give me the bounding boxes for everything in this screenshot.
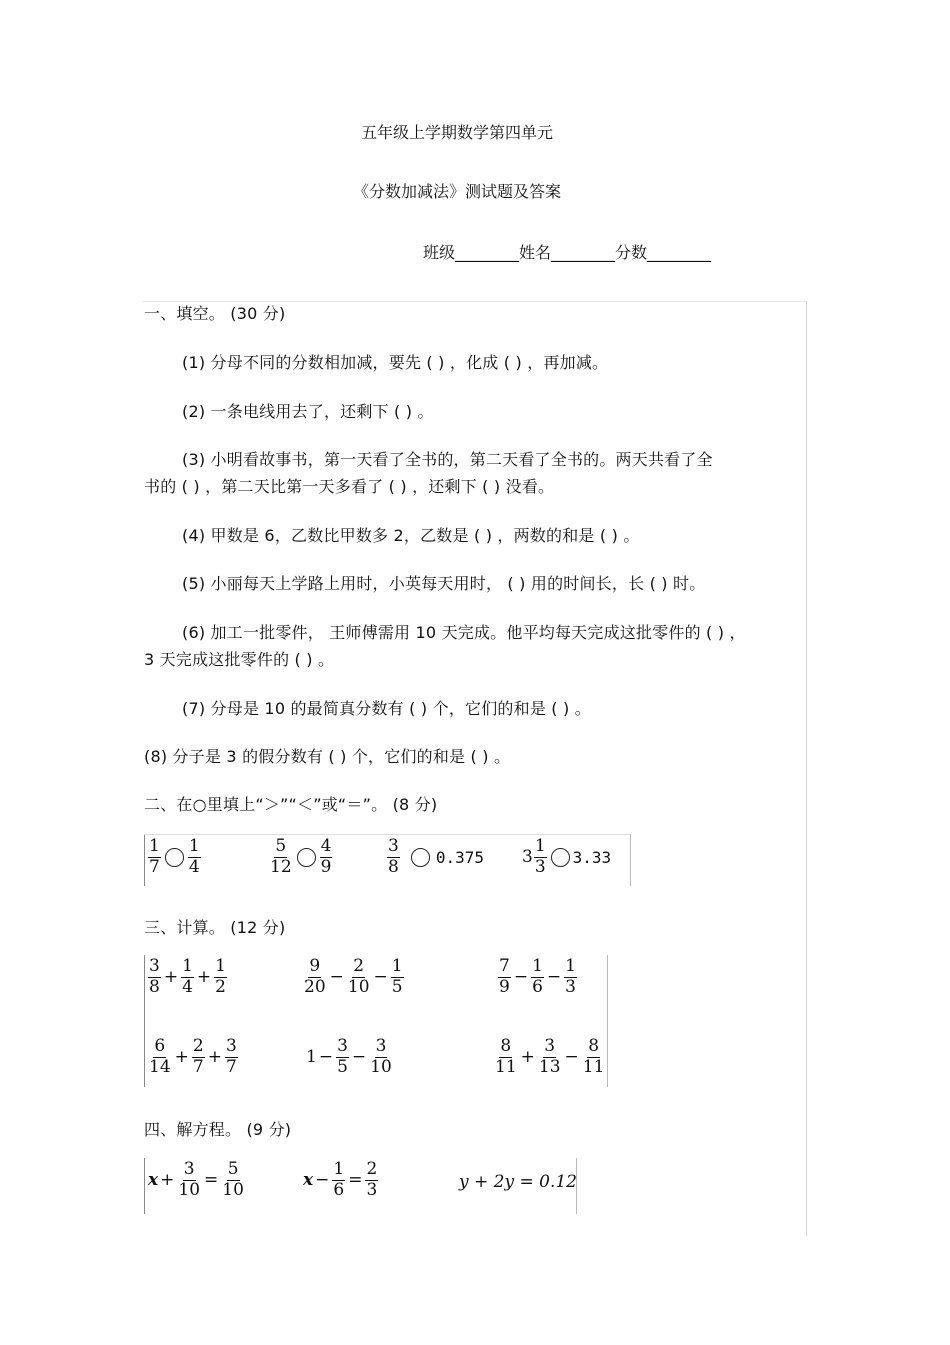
equation-3: y + 2y = 0.12 [459, 1172, 577, 1192]
calc-expression: 1 − $\frac{3}{5}$ − $\frac{3}{10}$ [306, 1036, 392, 1077]
question-4: (4) 甲数是 6，乙数比甲数多 2，乙数是 ( ) ，两数的和是 ( ) 。 [182, 526, 640, 545]
question-3-line1: (3) 小明看故事书，第一天看了全书的，第二天看了全书的。两天共看了全 [182, 450, 713, 469]
fraction: $\frac{4}{9}$ [320, 836, 332, 877]
calc-box-right-border [607, 955, 608, 1087]
compare-item-3: $\frac{3}{8}$ 0.375 [388, 836, 484, 877]
calc-expression: $\frac{8}{11}$ + $\frac{3}{13}$ − $\frac{8}{11}$ [495, 1036, 605, 1077]
compare-circle[interactable] [297, 848, 316, 867]
fraction: $\frac{1}{4}$ [188, 836, 200, 877]
question-1: (1) 分母不同的分数相加减，要先 ( ) ，化成 ( ) ，再加减。 [182, 353, 609, 372]
fraction: $\frac{5}{12}$ [270, 836, 292, 877]
compare-item-1 [147, 838, 202, 877]
fraction: $\frac{3}{8}$ [388, 836, 399, 877]
section4-heading: 四、解方程。 (9 分) [144, 1120, 292, 1139]
page-subtitle: 《分数加减法》测试题及答案 [353, 182, 562, 201]
section1-heading: 一、填空。 (30 分) [144, 304, 286, 323]
fraction: $\frac{1}{3}$ [534, 836, 546, 877]
compare-box-right-border [630, 834, 631, 886]
calc-box-left-border [144, 955, 145, 1087]
page-title: 五年级上学期数学第四单元 [361, 123, 554, 142]
fraction: $\frac{1}{7}$ [149, 836, 160, 877]
compare-circle[interactable] [165, 848, 184, 867]
compare-box-left-border [144, 834, 145, 886]
section3-heading: 三、计算。 (12 分) [144, 918, 286, 937]
compare-circle[interactable] [551, 848, 570, 867]
calc-expression: $\frac{3}{8}$ + $\frac{1}{4}$ + $\frac{1}{2}$ [149, 956, 226, 997]
student-info-line: 班级________姓名________分数________ [423, 243, 712, 262]
compare-item-4: 3 $\frac{1}{3}$ 3.33 [522, 836, 612, 877]
calc-expression: $\frac{6}{14}$ + $\frac{2}{7}$ + $\frac{3}{7}$ [149, 1036, 237, 1077]
equation-2: x − $\frac{1}{6}$ = $\frac{2}{3}$ [303, 1159, 378, 1200]
compare-item-2 [268, 838, 333, 877]
question-5: (5) 小丽每天上学路上用时，小英每天用时， ( ) 用的时间长，长 ( ) 时。 [182, 574, 706, 593]
content-frame-right [806, 301, 807, 1236]
equation-1: x + $\frac{3}{10}$ = $\frac{5}{10}$ [148, 1159, 244, 1200]
question-7: (7) 分母是 10 的最简真分数有 ( ) 个，它们的和是 ( ) 。 [182, 699, 591, 718]
calc-expression: $\frac{7}{9}$ − $\frac{1}{6}$ − $\frac{1}{3}$ [499, 956, 576, 997]
compare-box-top-border [144, 834, 630, 835]
compare-circle[interactable] [411, 848, 430, 867]
question-8: (8) 分子是 3 的假分数有 ( ) 个，它们的和是 ( ) 。 [144, 747, 511, 766]
question-3-line2: 书的 ( ) ，第二天比第一天多看了 ( ) ，还剩下 ( ) 没看。 [144, 477, 555, 496]
calc-expression: $\frac{9}{20}$ − $\frac{2}{10}$ − $\frac{1}{5}$ [304, 956, 403, 997]
question-6-line2: 3 天完成这批零件的 ( ) 。 [144, 650, 335, 669]
section2-heading: 二、在○里填上“＞”“＜”或“＝”。 (8 分) [144, 795, 438, 814]
question-2: (2) 一条电线用去了，还剩下 ( ) 。 [182, 402, 434, 421]
question-6-line1: (6) 加工一批零件， 王师傅需用 10 天完成。他平均每天完成这批零件的 ( ) ， [182, 623, 746, 642]
equation-box-left-border [144, 1158, 145, 1214]
